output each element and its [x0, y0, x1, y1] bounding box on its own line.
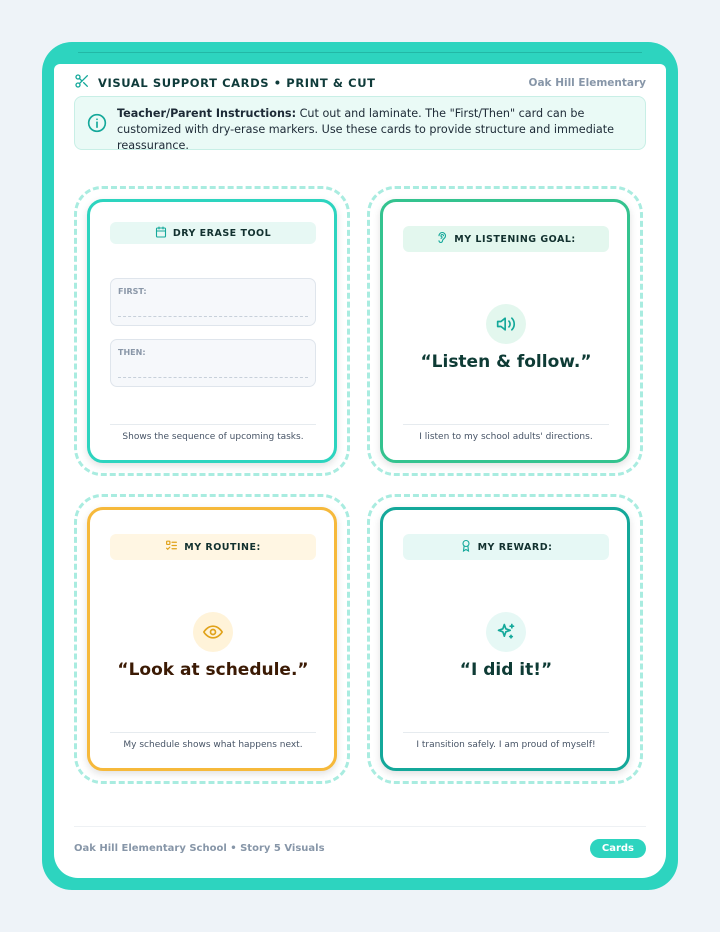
instructions-body: Cut out and laminate. The "First/Then" card can be customized with dry-erase markers. Use these cards to provide structure and immediate reassurance. — [117, 107, 615, 152]
checklist-icon — [165, 539, 178, 555]
then-field[interactable] — [110, 339, 316, 387]
calendar-icon — [155, 226, 167, 241]
scissors-icon — [74, 73, 90, 93]
then-label: THEN: — [118, 348, 146, 357]
card-title-pill — [403, 534, 609, 560]
instructions-text — [117, 106, 637, 154]
page-footer — [74, 838, 646, 858]
cards-badge: Cards — [590, 839, 646, 858]
write-line — [118, 377, 308, 378]
card-title: MY ROUTINE: — [184, 541, 261, 553]
card-dry-erase — [87, 199, 337, 463]
card-divider — [403, 732, 609, 733]
volume-icon — [486, 304, 526, 344]
write-line — [118, 316, 308, 317]
eye-icon — [193, 612, 233, 652]
card-divider — [110, 732, 316, 733]
card-title-pill — [110, 222, 316, 244]
card-reward — [380, 507, 630, 771]
card-title-pill — [110, 534, 316, 560]
card-title: MY REWARD: — [477, 541, 553, 553]
card-listening — [380, 199, 630, 463]
instructions-bold: Teacher/Parent Instructions: — [117, 107, 297, 120]
card-footer: I transition safely. I am proud of myself! — [416, 740, 596, 750]
ear-icon — [436, 231, 448, 247]
top-rule — [78, 52, 642, 53]
card-routine — [87, 507, 337, 771]
card-footer: My schedule shows what happens next. — [123, 740, 303, 750]
info-icon — [87, 113, 107, 137]
first-field[interactable] — [110, 278, 316, 326]
first-label: FIRST: — [118, 287, 147, 296]
instructions-box — [74, 96, 646, 150]
card-quote: “I did it!” — [459, 660, 553, 680]
card-footer: I listen to my school adults' directions. — [419, 432, 593, 442]
card-title: DRY ERASE TOOL — [172, 227, 272, 239]
award-icon — [460, 539, 472, 555]
page-title: VISUAL SUPPORT CARDS • PRINT & CUT — [98, 76, 376, 90]
card-divider — [110, 424, 316, 425]
card-quote: “Listen & follow.” — [420, 352, 592, 372]
card-title-pill — [403, 226, 609, 252]
card-divider — [403, 424, 609, 425]
school-name: Oak Hill Elementary — [528, 77, 646, 89]
card-quote: “Look at schedule.” — [117, 660, 309, 680]
footer-text: Oak Hill Elementary School • Story 5 Visuals — [74, 842, 325, 854]
card-title: MY LISTENING GOAL: — [454, 233, 576, 245]
bottom-rule — [74, 826, 646, 827]
card-footer: Shows the sequence of upcoming tasks. — [122, 432, 304, 442]
sparkle-icon — [486, 612, 526, 652]
page-header — [74, 74, 646, 92]
